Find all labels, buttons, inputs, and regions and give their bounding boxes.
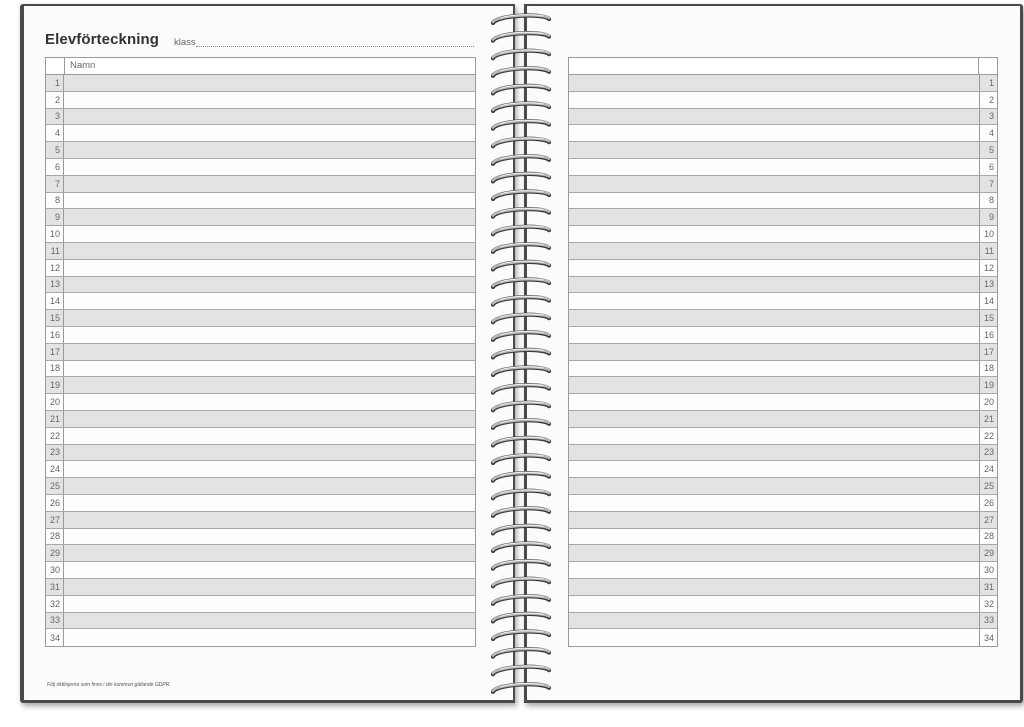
table-row xyxy=(46,629,475,646)
row-number: 8 xyxy=(979,193,997,209)
spiral-coil xyxy=(493,226,549,234)
spiral-coil xyxy=(493,472,549,480)
spiral-coil xyxy=(493,243,549,251)
row-number: 7 xyxy=(979,176,997,192)
row-number: 21 xyxy=(46,411,64,427)
spiral-coil xyxy=(493,490,549,498)
row-number: 28 xyxy=(979,529,997,545)
row-number: 27 xyxy=(979,512,997,528)
table-row xyxy=(569,579,997,596)
name-column-header: Namn xyxy=(70,60,96,71)
row-number: 4 xyxy=(46,125,64,141)
spiral-coil xyxy=(493,138,549,146)
spiral-coil xyxy=(493,67,549,75)
row-number: 12 xyxy=(979,260,997,276)
table-row xyxy=(46,361,475,378)
table-row xyxy=(46,109,475,126)
row-number: 13 xyxy=(46,277,64,293)
row-number: 32 xyxy=(46,596,64,612)
row-number: 11 xyxy=(46,243,64,259)
row-number: 26 xyxy=(979,495,997,511)
table-row xyxy=(46,142,475,159)
row-number: 34 xyxy=(46,629,64,646)
class-label: klass xyxy=(174,37,196,48)
row-number: 8 xyxy=(46,193,64,209)
row-number: 4 xyxy=(979,125,997,141)
table-row xyxy=(46,226,475,243)
table-row xyxy=(46,159,475,176)
table-row xyxy=(569,596,997,613)
table-row xyxy=(569,344,997,361)
row-number: 17 xyxy=(46,344,64,360)
table-rows-right xyxy=(569,75,997,646)
row-number: 13 xyxy=(979,277,997,293)
spiral-coil xyxy=(493,191,549,199)
spiral-coil xyxy=(493,648,549,656)
spiral-coil xyxy=(493,595,549,603)
row-number: 10 xyxy=(979,226,997,242)
row-number: 12 xyxy=(46,260,64,276)
table-row xyxy=(569,159,997,176)
table-row xyxy=(46,411,475,428)
row-number: 5 xyxy=(46,142,64,158)
row-number: 16 xyxy=(979,327,997,343)
spiral-coil xyxy=(493,314,549,322)
table-row xyxy=(569,142,997,159)
row-number: 22 xyxy=(46,428,64,444)
page-title: Elevförteckning xyxy=(45,31,160,48)
row-number: 34 xyxy=(979,629,997,646)
table-row xyxy=(569,361,997,378)
table-row xyxy=(569,176,997,193)
row-number: 10 xyxy=(46,226,64,242)
row-number: 28 xyxy=(46,529,64,545)
table-header xyxy=(46,58,475,75)
spiral-coil xyxy=(493,525,549,533)
row-number: 15 xyxy=(46,310,64,326)
number-column-divider xyxy=(978,58,979,74)
table-row xyxy=(46,176,475,193)
table-row xyxy=(46,596,475,613)
spiral-coil xyxy=(493,437,549,445)
spiral-coil xyxy=(493,155,549,163)
spiral-binding xyxy=(487,10,553,700)
table-row xyxy=(569,92,997,109)
row-number: 9 xyxy=(979,209,997,225)
table-row xyxy=(46,243,475,260)
number-column-divider xyxy=(64,58,65,74)
table-row xyxy=(569,512,997,529)
spiral-coil xyxy=(493,578,549,586)
spiral-coil xyxy=(493,208,549,216)
gdpr-footnote: Följ riktlinjerna som finns i din kommun gällande GDPR. xyxy=(47,682,171,688)
table-row xyxy=(569,193,997,210)
table-row xyxy=(569,75,997,92)
spiral-coil xyxy=(493,666,549,674)
row-number: 25 xyxy=(979,478,997,494)
row-number: 20 xyxy=(979,394,997,410)
row-number: 3 xyxy=(979,109,997,125)
row-number: 19 xyxy=(46,377,64,393)
spiral-coil xyxy=(493,543,549,551)
row-number: 22 xyxy=(979,428,997,444)
row-number: 1 xyxy=(979,75,997,91)
table-row xyxy=(46,125,475,142)
table-row xyxy=(46,512,475,529)
table-row xyxy=(46,461,475,478)
row-number: 16 xyxy=(46,327,64,343)
row-number: 20 xyxy=(46,394,64,410)
spiral-coil xyxy=(493,367,549,375)
row-number: 15 xyxy=(979,310,997,326)
table-row xyxy=(569,545,997,562)
spiral-coil xyxy=(493,402,549,410)
row-number: 2 xyxy=(46,92,64,108)
table-row xyxy=(569,125,997,142)
table-row xyxy=(569,293,997,310)
right-page xyxy=(527,6,1020,700)
table-row xyxy=(46,545,475,562)
table-row xyxy=(46,562,475,579)
row-number: 1 xyxy=(46,75,64,91)
table-row xyxy=(46,478,475,495)
row-number: 29 xyxy=(46,545,64,561)
spiral-coil xyxy=(493,279,549,287)
spiral-coil xyxy=(493,349,549,357)
table-row xyxy=(46,193,475,210)
table-row xyxy=(46,377,475,394)
row-number: 26 xyxy=(46,495,64,511)
table-row xyxy=(569,310,997,327)
table-row xyxy=(46,92,475,109)
table-row xyxy=(569,226,997,243)
left-page xyxy=(24,6,513,700)
row-number: 25 xyxy=(46,478,64,494)
table-row xyxy=(46,445,475,462)
row-number: 32 xyxy=(979,596,997,612)
table-row xyxy=(569,109,997,126)
row-number: 23 xyxy=(979,445,997,461)
spiral-coil xyxy=(493,419,549,427)
table-row xyxy=(569,629,997,646)
spiral-coil xyxy=(493,384,549,392)
table-row xyxy=(46,293,475,310)
table-row xyxy=(569,277,997,294)
class-fill-line xyxy=(196,46,474,47)
table-row xyxy=(569,562,997,579)
table-row xyxy=(569,445,997,462)
table-row xyxy=(46,260,475,277)
row-number: 19 xyxy=(979,377,997,393)
spiral-coil xyxy=(493,613,549,621)
row-number: 33 xyxy=(46,613,64,629)
table-row xyxy=(46,327,475,344)
table-header xyxy=(569,58,997,75)
row-number: 5 xyxy=(979,142,997,158)
row-number: 7 xyxy=(46,176,64,192)
spiral-coil xyxy=(493,120,549,128)
spiral-coil xyxy=(493,683,549,691)
row-number: 30 xyxy=(979,562,997,578)
row-number: 17 xyxy=(979,344,997,360)
table-row xyxy=(569,428,997,445)
row-number: 24 xyxy=(46,461,64,477)
spiral-coil xyxy=(493,32,549,40)
table-row xyxy=(569,411,997,428)
row-number: 18 xyxy=(979,361,997,377)
row-number: 23 xyxy=(46,445,64,461)
spiral-coil xyxy=(493,15,549,23)
table-row xyxy=(569,377,997,394)
table-row xyxy=(46,209,475,226)
row-number: 6 xyxy=(46,159,64,175)
spiral-coil xyxy=(493,507,549,515)
table-row xyxy=(569,260,997,277)
table-row xyxy=(569,327,997,344)
table-row xyxy=(46,495,475,512)
row-number: 33 xyxy=(979,613,997,629)
row-number: 24 xyxy=(979,461,997,477)
table-row xyxy=(46,344,475,361)
spiral-coil xyxy=(493,296,549,304)
row-number: 29 xyxy=(979,545,997,561)
table-row xyxy=(569,529,997,546)
row-number: 6 xyxy=(979,159,997,175)
row-number: 21 xyxy=(979,411,997,427)
spiral-coil xyxy=(493,85,549,93)
row-number: 27 xyxy=(46,512,64,528)
table-row xyxy=(46,394,475,411)
student-table-left xyxy=(45,57,476,647)
spiral-coil xyxy=(493,173,549,181)
spiral-coil xyxy=(493,50,549,58)
row-number: 30 xyxy=(46,562,64,578)
row-number: 14 xyxy=(979,293,997,309)
row-number: 18 xyxy=(46,361,64,377)
table-row xyxy=(569,394,997,411)
table-row xyxy=(569,495,997,512)
table-row xyxy=(46,75,475,92)
spiral-coil xyxy=(493,631,549,639)
student-table-right xyxy=(568,57,998,647)
table-row xyxy=(569,461,997,478)
spiral-coil xyxy=(493,103,549,111)
row-number: 2 xyxy=(979,92,997,108)
spiral-coil xyxy=(493,261,549,269)
row-number: 11 xyxy=(979,243,997,259)
table-row xyxy=(569,209,997,226)
table-row xyxy=(569,613,997,630)
table-row xyxy=(46,579,475,596)
spiral-coil xyxy=(493,331,549,339)
row-number: 31 xyxy=(46,579,64,595)
table-row xyxy=(46,428,475,445)
table-row xyxy=(569,478,997,495)
table-row xyxy=(46,529,475,546)
table-row xyxy=(46,613,475,630)
table-row xyxy=(46,277,475,294)
row-number: 31 xyxy=(979,579,997,595)
row-number: 9 xyxy=(46,209,64,225)
table-row xyxy=(46,310,475,327)
spiral-coil xyxy=(493,455,549,463)
row-number: 14 xyxy=(46,293,64,309)
table-rows-left xyxy=(46,75,475,646)
spiral-coil xyxy=(493,560,549,568)
row-number: 3 xyxy=(46,109,64,125)
table-row xyxy=(569,243,997,260)
